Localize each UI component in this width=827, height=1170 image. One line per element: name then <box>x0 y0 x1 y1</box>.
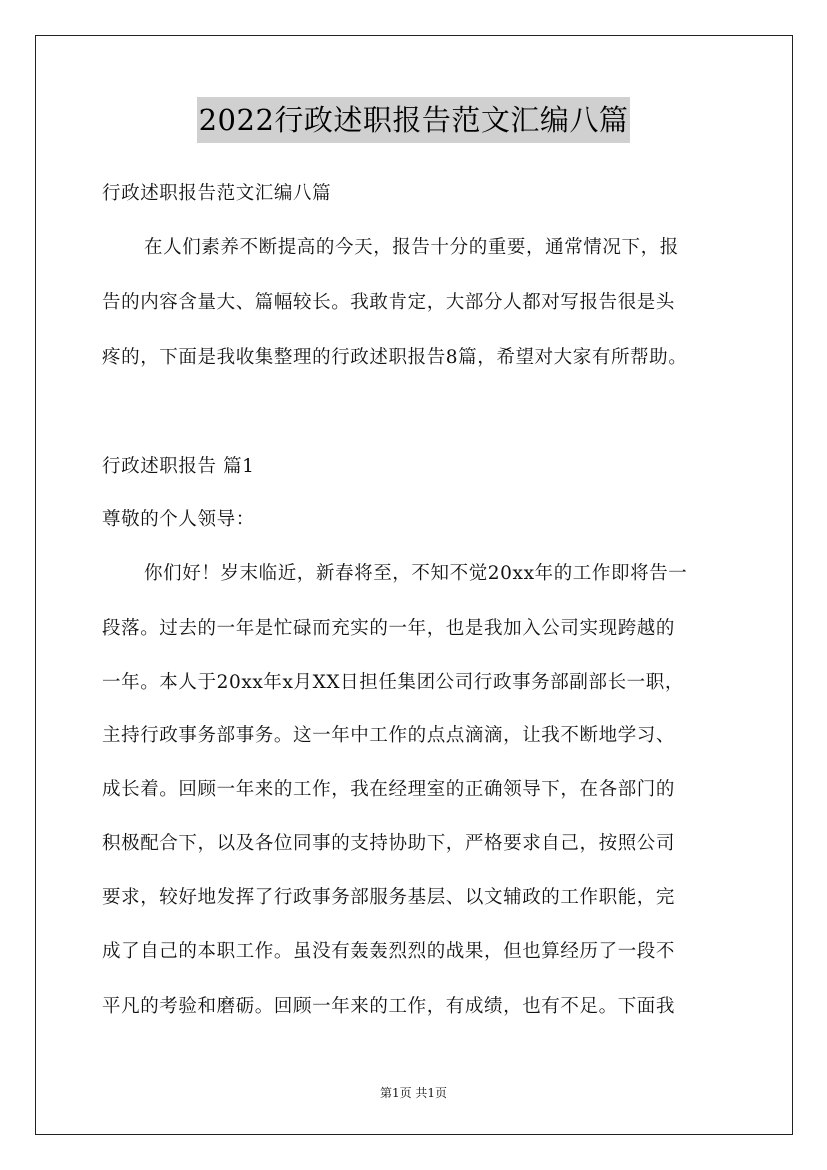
document-subtitle: 行政述职报告范文汇编八篇 <box>102 183 332 204</box>
body-line: 平凡的考验和磨砺。回顾一年来的工作，有成绩，也有不足。下面我 <box>102 996 676 1017</box>
document-title: 2022行政述职报告范文汇编八篇 <box>197 97 631 143</box>
intro-line: 疼的，下面是我收集整理的行政述职报告8篇，希望对大家有所帮助。 <box>102 347 688 368</box>
intro-line: 告的内容含量大、篇幅较长。我敢肯定，大部分人都对写报告很是头 <box>102 292 676 313</box>
salutation: 尊敬的个人领导： <box>102 509 255 530</box>
section-heading: 行政述职报告 篇1 <box>102 456 255 477</box>
body-line: 段落。过去的一年是忙碌而充实的一年，也是我加入公司实现跨越的 <box>102 618 676 639</box>
body-line: 成长着。回顾一年来的工作，我在经理室的正确领导下，在各部门的 <box>102 779 676 800</box>
title-container <box>0 97 827 143</box>
body-line: 一年。本人于20xx年x月XX日担任集团公司行政事务部副部长一职， <box>102 672 684 693</box>
body-line: 积极配合下，以及各位同事的支持协助下，严格要求自己，按照公司 <box>102 833 676 854</box>
body-line: 成了自己的本职工作。虽没有轰轰烈烈的战果，但也算经历了一段不 <box>102 941 676 962</box>
body-line: 要求，较好地发挥了行政事务部服务基层、以文辅政的工作职能，完 <box>102 887 676 908</box>
intro-line: 在人们素养不断提高的今天，报告十分的重要，通常情况下，报 <box>144 237 679 258</box>
page-footer: 第1页 共1页 <box>379 1086 448 1100</box>
body-line: 你们好！岁末临近，新春将至，不知不觉20xx年的工作即将告一 <box>144 563 688 584</box>
body-line: 主持行政事务部事务。这一年中工作的点点滴滴，让我不断地学习、 <box>102 725 676 746</box>
